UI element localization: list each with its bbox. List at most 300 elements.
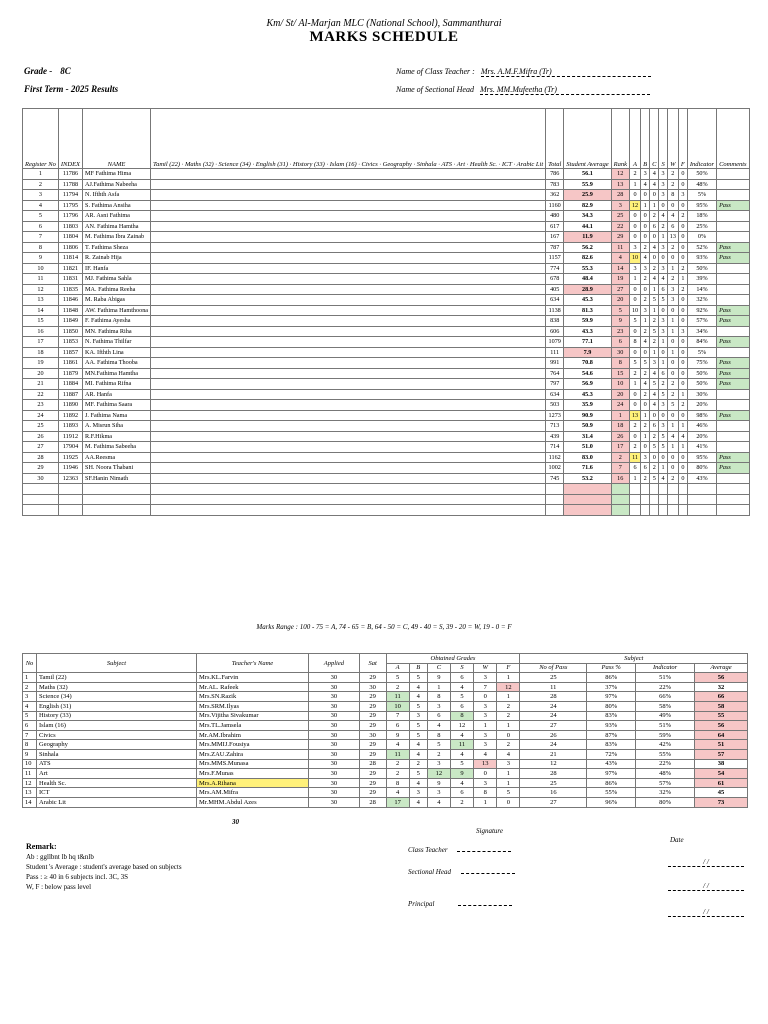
empty-cell	[650, 494, 659, 505]
cell-no: 15	[23, 316, 59, 327]
student-row	[23, 295, 750, 306]
st-a: 11	[386, 749, 409, 759]
cell-subject-marks	[151, 421, 546, 432]
st-s: 6	[450, 673, 473, 683]
st-applied: 30	[309, 769, 360, 779]
st-pass: 28	[520, 692, 587, 702]
cell-c: 5	[650, 473, 659, 484]
cell-a: 0	[629, 431, 640, 442]
cell-f: 0	[678, 358, 687, 369]
st-no: 4	[23, 701, 37, 711]
st-s: 6	[450, 701, 473, 711]
st-subject: Civics	[37, 730, 197, 740]
cell-b: 0	[641, 347, 650, 358]
student-row	[23, 347, 750, 358]
cell-w: 13	[667, 232, 678, 243]
cell-comment	[717, 211, 749, 222]
st-pct: 93%	[587, 721, 636, 731]
cell-index: 11794	[58, 190, 82, 201]
st-s: 4	[450, 730, 473, 740]
st-c: 3	[427, 701, 450, 711]
cell-total: 797	[546, 379, 564, 390]
cell-indicator: 50%	[687, 263, 716, 274]
cell-subject-marks	[151, 200, 546, 211]
cell-index: 11893	[58, 421, 82, 432]
st-avg: 54	[694, 769, 747, 779]
st-w: 8	[474, 788, 497, 798]
cell-subject-marks	[151, 263, 546, 274]
cell-name: AW. Fathima Hamthoona	[83, 305, 151, 316]
cell-average: 53.2	[564, 473, 611, 484]
st-sat: 28	[359, 797, 386, 807]
st-pct: 43%	[587, 759, 636, 769]
cell-s: 3	[659, 179, 667, 190]
cell-no: 12	[23, 284, 59, 295]
empty-cell	[717, 484, 749, 495]
st-s: 11	[450, 740, 473, 750]
cell-subject-marks	[151, 221, 546, 232]
cell-name: AR. Asni Fathima	[83, 211, 151, 222]
cell-rank: 9	[611, 316, 629, 327]
cell-a: 1	[629, 379, 640, 390]
col-f: F	[678, 109, 687, 169]
cell-c: 0	[650, 190, 659, 201]
cell-no: 11	[23, 274, 59, 285]
empty-cell	[629, 484, 640, 495]
cell-comment	[717, 274, 749, 285]
cell-index: 11849	[58, 316, 82, 327]
sign-sectional-head-label: Sectional Head	[408, 868, 451, 876]
cell-b: 0	[641, 221, 650, 232]
cell-b: 2	[641, 368, 650, 379]
cell-average: 50.9	[564, 421, 611, 432]
cell-s: 5	[659, 431, 667, 442]
cell-b: 2	[641, 274, 650, 285]
empty-cell	[650, 505, 659, 516]
cell-name: SF.Hanin Nimath	[83, 473, 151, 484]
st-no: 7	[23, 730, 37, 740]
cell-subject-marks	[151, 452, 546, 463]
cell-rank: 27	[611, 284, 629, 295]
cell-average: 82.9	[564, 200, 611, 211]
st-a: 4	[386, 788, 409, 798]
student-row	[23, 431, 750, 442]
empty-cell	[687, 484, 716, 495]
cell-s: 3	[659, 421, 667, 432]
empty-cell	[611, 494, 629, 505]
cell-comment: Pass	[717, 379, 749, 390]
st-col-b: B	[409, 663, 427, 673]
st-b: 3	[409, 788, 427, 798]
cell-subject-marks	[151, 410, 546, 421]
cell-average: 55.9	[564, 179, 611, 190]
st-avg: 73	[694, 797, 747, 807]
cell-index: 11861	[58, 358, 82, 369]
cell-a: 2	[629, 368, 640, 379]
st-f: 4	[497, 749, 520, 759]
st-s: 4	[450, 749, 473, 759]
st-a: 17	[386, 797, 409, 807]
cell-comment: Pass	[717, 337, 749, 348]
cell-s: 5	[659, 389, 667, 400]
cell-total: 617	[546, 221, 564, 232]
st-s: 9	[450, 769, 473, 779]
cell-indicator: 95%	[687, 452, 716, 463]
cell-total: 787	[546, 242, 564, 253]
cell-rank: 3	[611, 200, 629, 211]
st-avg: 38	[694, 759, 747, 769]
cell-comment	[717, 295, 749, 306]
st-col-a: A	[386, 663, 409, 673]
empty-cell	[83, 494, 151, 505]
st-avg: 64	[694, 730, 747, 740]
student-row	[23, 410, 750, 421]
cell-indicator: 39%	[687, 274, 716, 285]
cell-subject-marks	[151, 389, 546, 400]
st-ind: 22%	[636, 682, 695, 692]
st-ind: 66%	[636, 692, 695, 702]
cell-s: 3	[659, 169, 667, 180]
cell-b: 1	[641, 431, 650, 442]
cell-indicator: 5%	[687, 347, 716, 358]
cell-w: 1	[667, 442, 678, 453]
cell-indicator: 75%	[687, 358, 716, 369]
cell-rank: 4	[611, 253, 629, 264]
st-col-obtained: Obtained Grades	[386, 654, 520, 664]
st-sat: 29	[359, 749, 386, 759]
empty-cell	[151, 494, 546, 505]
st-col-pass-no: No of Pass	[520, 663, 587, 673]
empty-cell	[83, 484, 151, 495]
st-c: 12	[427, 769, 450, 779]
cell-indicator: 18%	[687, 211, 716, 222]
cell-s: 6	[659, 284, 667, 295]
col-index: INDEX	[58, 109, 82, 169]
cell-index: 11831	[58, 274, 82, 285]
cell-comment	[717, 263, 749, 274]
cell-f: 0	[678, 452, 687, 463]
st-col-c: C	[427, 663, 450, 673]
st-c: 4	[427, 721, 450, 731]
st-pct: 97%	[587, 692, 636, 702]
student-row	[23, 179, 750, 190]
cell-a: 11	[629, 452, 640, 463]
st-b: 5	[409, 730, 427, 740]
cell-b: 3	[641, 452, 650, 463]
cell-w: 2	[667, 242, 678, 253]
cell-w: 2	[667, 179, 678, 190]
cell-f: 0	[678, 463, 687, 474]
st-sat: 30	[359, 682, 386, 692]
cell-total: 111	[546, 347, 564, 358]
cell-subject-marks	[151, 442, 546, 453]
grade-value: 8C	[60, 66, 71, 76]
cell-indicator: 0%	[687, 232, 716, 243]
empty-cell	[564, 505, 611, 516]
st-f: 1	[497, 673, 520, 683]
st-c: 9	[427, 778, 450, 788]
cell-b: 2	[641, 326, 650, 337]
sign-principal	[408, 900, 512, 908]
subject-row	[23, 673, 748, 683]
st-s: 6	[450, 788, 473, 798]
student-row	[23, 358, 750, 369]
cell-c: 6	[650, 421, 659, 432]
subject-row	[23, 778, 748, 788]
cell-a: 1	[629, 473, 640, 484]
cell-no: 21	[23, 379, 59, 390]
st-c: 2	[427, 749, 450, 759]
st-c: 3	[427, 759, 450, 769]
st-applied: 30	[309, 740, 360, 750]
cell-index: 11814	[58, 253, 82, 264]
cell-no: 25	[23, 421, 59, 432]
student-row	[23, 326, 750, 337]
cell-s: 1	[659, 232, 667, 243]
cell-w: 1	[667, 326, 678, 337]
cell-b: 4	[641, 337, 650, 348]
st-applied: 30	[309, 721, 360, 731]
cell-w: 6	[667, 221, 678, 232]
empty-row	[23, 484, 750, 495]
cell-comment: Pass	[717, 242, 749, 253]
cell-subject-marks	[151, 169, 546, 180]
empty-cell	[564, 494, 611, 505]
st-ind: 51%	[636, 673, 695, 683]
cell-w: 5	[667, 400, 678, 411]
subject-row	[23, 721, 748, 731]
empty-row	[23, 494, 750, 505]
cell-rank: 13	[611, 179, 629, 190]
cell-s: 0	[659, 253, 667, 264]
empty-cell	[687, 494, 716, 505]
cell-f: 1	[678, 389, 687, 400]
st-pass: 27	[520, 797, 587, 807]
st-no: 1	[23, 673, 37, 683]
cell-average: 56.9	[564, 379, 611, 390]
st-c: 3	[427, 788, 450, 798]
sectional-head-line	[396, 85, 650, 95]
cell-no: 9	[23, 253, 59, 264]
st-b: 4	[409, 749, 427, 759]
term-line	[24, 84, 118, 94]
cell-indicator: 43%	[687, 473, 716, 484]
st-sat: 28	[359, 759, 386, 769]
st-applied: 30	[309, 673, 360, 683]
cell-total: 606	[546, 326, 564, 337]
st-a: 2	[386, 759, 409, 769]
st-a: 2	[386, 682, 409, 692]
empty-cell	[83, 505, 151, 516]
st-pass: 24	[520, 740, 587, 750]
cell-indicator: 46%	[687, 421, 716, 432]
cell-subject-marks	[151, 379, 546, 390]
cell-comment: Pass	[717, 305, 749, 316]
cell-w: 0	[667, 200, 678, 211]
cell-w: 0	[667, 305, 678, 316]
cell-rank: 12	[611, 169, 629, 180]
cell-average: 83.0	[564, 452, 611, 463]
st-pass: 28	[520, 769, 587, 779]
cell-total: 783	[546, 179, 564, 190]
cell-index: 11879	[58, 368, 82, 379]
empty-cell	[659, 505, 667, 516]
cell-s: 3	[659, 326, 667, 337]
st-b: 4	[409, 682, 427, 692]
cell-f: 2	[678, 211, 687, 222]
empty-cell	[546, 494, 564, 505]
cell-index: 11806	[58, 242, 82, 253]
class-teacher-line	[396, 67, 651, 77]
subject-row	[23, 759, 748, 769]
subject-row	[23, 788, 748, 798]
cell-s: 1	[659, 337, 667, 348]
cell-total: 405	[546, 284, 564, 295]
empty-cell	[611, 484, 629, 495]
cell-rank: 19	[611, 274, 629, 285]
cell-index: 11946	[58, 463, 82, 474]
cell-name: MJ. Fathima Sahla	[83, 274, 151, 285]
cell-total: 1138	[546, 305, 564, 316]
st-w: 4	[474, 749, 497, 759]
cell-w: 2	[667, 274, 678, 285]
cell-rank: 18	[611, 421, 629, 432]
cell-b: 4	[641, 253, 650, 264]
st-f: 2	[497, 740, 520, 750]
remark-title: Remark:	[26, 842, 57, 851]
cell-a: 13	[629, 410, 640, 421]
empty-cell	[564, 484, 611, 495]
col-subjects: Tamil (22) · Maths (32) · Science (34) · English (31) · History (33) · Islam (16) · Civics · Geography · Sinhala · ATS · Art · Health Sc. · ICT · Arabic Lit	[151, 109, 546, 169]
cell-no: 8	[23, 242, 59, 253]
empty-cell	[151, 505, 546, 516]
cell-rank: 1	[611, 410, 629, 421]
st-pct: 86%	[587, 778, 636, 788]
cell-s: 0	[659, 410, 667, 421]
st-ind: 59%	[636, 730, 695, 740]
st-w: 13	[474, 759, 497, 769]
cell-index: 11890	[58, 400, 82, 411]
cell-s: 2	[659, 221, 667, 232]
cell-subject-marks	[151, 400, 546, 411]
col-total: Total	[546, 109, 564, 169]
empty-cell	[678, 484, 687, 495]
empty-cell	[667, 484, 678, 495]
cell-c: 2	[650, 337, 659, 348]
st-col-indicator: Indicator	[636, 663, 695, 673]
cell-name: M. Raba Abigas	[83, 295, 151, 306]
st-c: 8	[427, 730, 450, 740]
empty-cell	[659, 494, 667, 505]
remark-ab: Ab : ggllbnt lb hq t&nlb	[26, 853, 94, 861]
st-s: 4	[450, 682, 473, 692]
st-subject: Geography	[37, 740, 197, 750]
cell-s: 3	[659, 263, 667, 274]
sign-sectional-head	[408, 868, 515, 876]
col-c: C	[650, 109, 659, 169]
subject-row	[23, 740, 748, 750]
st-no: 2	[23, 682, 37, 692]
cell-average: 59.9	[564, 316, 611, 327]
cell-w: 2	[667, 379, 678, 390]
cell-b: 3	[641, 169, 650, 180]
st-teacher: Mrs.ZAU.Zahira	[197, 749, 309, 759]
cell-total: 634	[546, 389, 564, 400]
cell-a: 0	[629, 221, 640, 232]
cell-subject-marks	[151, 211, 546, 222]
st-pct: 83%	[587, 711, 636, 721]
cell-name: MF Fathima Hima	[83, 169, 151, 180]
st-s: 12	[450, 721, 473, 731]
empty-cell	[58, 505, 82, 516]
st-ind: 32%	[636, 788, 695, 798]
st-no: 11	[23, 769, 37, 779]
cell-no: 3	[23, 190, 59, 201]
cell-comment: Pass	[717, 463, 749, 474]
cell-average: 48.4	[564, 274, 611, 285]
st-b: 5	[409, 721, 427, 731]
cell-f: 0	[678, 473, 687, 484]
st-f: 5	[497, 788, 520, 798]
cell-b: 0	[641, 284, 650, 295]
cell-total: 838	[546, 316, 564, 327]
col-a: A	[629, 109, 640, 169]
st-applied: 30	[309, 692, 360, 702]
empty-cell	[23, 494, 59, 505]
cell-c: 4	[650, 179, 659, 190]
cell-a: 6	[629, 463, 640, 474]
grade-label: Grade -	[24, 66, 53, 76]
student-row	[23, 221, 750, 232]
st-avg: 58	[694, 701, 747, 711]
st-teacher: Mrs.F.Munas	[197, 769, 309, 779]
st-sat: 29	[359, 692, 386, 702]
cell-indicator: 50%	[687, 169, 716, 180]
student-row	[23, 389, 750, 400]
cell-s: 0	[659, 200, 667, 211]
cell-s: 4	[659, 473, 667, 484]
cell-s: 1	[659, 358, 667, 369]
cell-w: 2	[667, 473, 678, 484]
st-s: 8	[450, 711, 473, 721]
cell-s: 5	[659, 442, 667, 453]
st-pass: 25	[520, 673, 587, 683]
cell-no: 26	[23, 431, 59, 442]
st-applied: 30	[309, 749, 360, 759]
st-subject: English (31)	[37, 701, 197, 711]
cell-name: AR. Hanfa	[83, 389, 151, 400]
cell-b: 2	[641, 389, 650, 400]
cell-b: 1	[641, 410, 650, 421]
cell-comment: Pass	[717, 368, 749, 379]
cell-total: 1002	[546, 463, 564, 474]
cell-average: 7.9	[564, 347, 611, 358]
marks-table	[22, 108, 750, 516]
cell-name: AJ.Fathima Nabeeha	[83, 179, 151, 190]
st-w: 3	[474, 778, 497, 788]
st-c: 5	[427, 740, 450, 750]
st-subject: Sinhala	[37, 749, 197, 759]
st-teacher: Mrs.SRM.Ilyas	[197, 701, 309, 711]
cell-name: SH. Noora Thabani	[83, 463, 151, 474]
cell-indicator: 92%	[687, 305, 716, 316]
cell-rank: 10	[611, 379, 629, 390]
cell-average: 11.9	[564, 232, 611, 243]
remark-wf: W, F : below pass level	[26, 883, 92, 891]
st-avg: 45	[694, 788, 747, 798]
cell-c: 1	[650, 200, 659, 211]
student-row	[23, 368, 750, 379]
